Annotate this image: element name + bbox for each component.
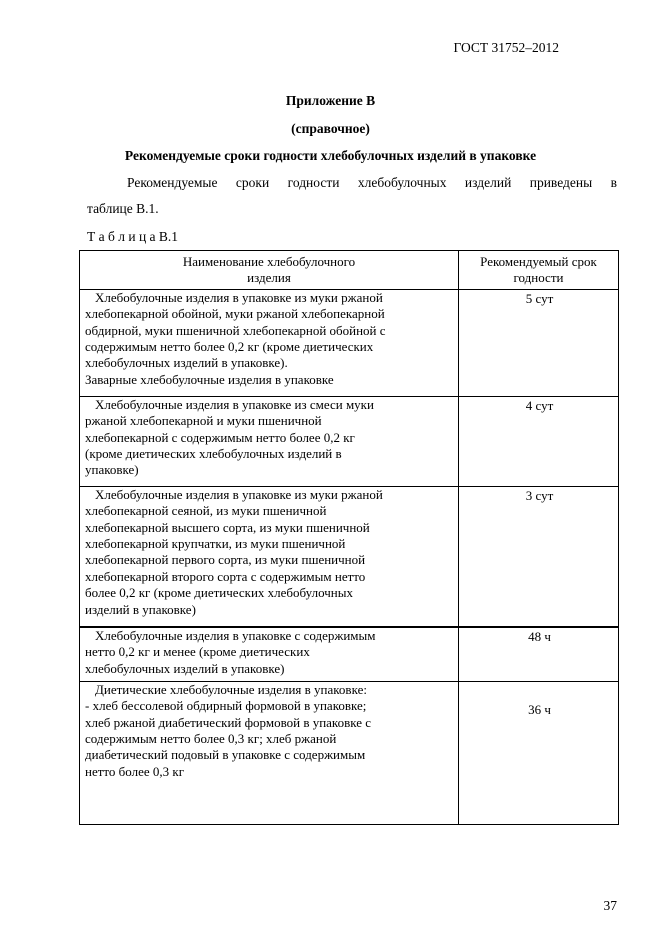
section-title: Рекомендуемые сроки годности хлебобулочных изделий в упаковке xyxy=(124,148,537,163)
column-header-product: Наименование хлебобулочного изделия xyxy=(80,251,459,290)
column-header-term: Рекомендуемый срок годности xyxy=(459,251,619,290)
product-text: Хлебобулочные изделия в упаковке из муки ржаной хлебопекарной сеяной, из муки пшеничной хлебопекарной высшего сорта, из муки пшеничной хлебопекарной крупчатки, из муки пшеничной хлебопекарной первого сорта, из муки пшеничной хлебопекарной второго сорта с содержимым нетто более 0,2 кг (кроме диетических хлебобулочных изделий в упаковке) xyxy=(85,486,383,617)
table-row xyxy=(80,289,619,396)
table-row xyxy=(80,681,619,824)
term-cell: 5 сут xyxy=(459,289,619,396)
term-cell: 3 сут xyxy=(459,486,619,627)
page-number: 37 xyxy=(603,898,617,913)
product-cell xyxy=(80,289,459,396)
table-caption: Т а б л и ц а В.1 xyxy=(87,229,179,244)
product-text: Хлебобулочные изделия в упаковке из муки ржаной хлебопекарной обойной, муки ржаной хлебопекарной обдирной, муки пшеничной хлебопекарной обойной с содержимым нетто более 0,2 кг (кроме диетических хлебобулочных изделий в упаковке). Заварные хлебобулочные изделия в упаковке xyxy=(85,289,386,387)
intro-paragraph-line1: Рекомендуемые сроки годности хлебобулочных изделий приведены в xyxy=(127,175,617,190)
table-row xyxy=(80,396,619,486)
product-cell xyxy=(80,486,459,627)
appendix-note: (справочное) xyxy=(291,121,370,136)
product-cell xyxy=(80,681,459,824)
intro-paragraph-line2: таблице В.1. xyxy=(87,201,159,216)
term-cell: 48 ч xyxy=(459,627,619,682)
term-cell: 36 ч xyxy=(459,681,619,824)
product-text: Хлебобулочные изделия в упаковке с содержимым нетто 0,2 кг и менее (кроме диетических хлебобулочных изделий в упаковке) xyxy=(85,627,376,676)
product-cell xyxy=(80,627,459,682)
term-cell: 4 сут xyxy=(459,396,619,486)
standard-number: ГОСТ 31752–2012 xyxy=(453,40,559,55)
table-row xyxy=(80,486,619,627)
product-cell xyxy=(80,396,459,486)
appendix-title: Приложение В xyxy=(285,93,376,108)
product-text: Хлебобулочные изделия в упаковке из смеси муки ржаной хлебопекарной и муки пшеничной хлебопекарной с содержимым нетто более 0,2 кг (кроме диетических хлебобулочных изделий в упаковке) xyxy=(85,396,374,478)
table-header-row xyxy=(80,251,619,290)
table-row xyxy=(80,627,619,682)
product-text: Диетические хлебобулочные изделия в упаковке: - хлеб бессолевой обдирный формовой в упаковке; хлеб ржаной диабетический формовой в упаковке с содержимым нетто более 0,3 кг; хлеб ржаной диабетический подовый в упаковке с содержимым нетто более 0,3 кг xyxy=(85,681,372,779)
shelf-life-table xyxy=(79,250,619,825)
